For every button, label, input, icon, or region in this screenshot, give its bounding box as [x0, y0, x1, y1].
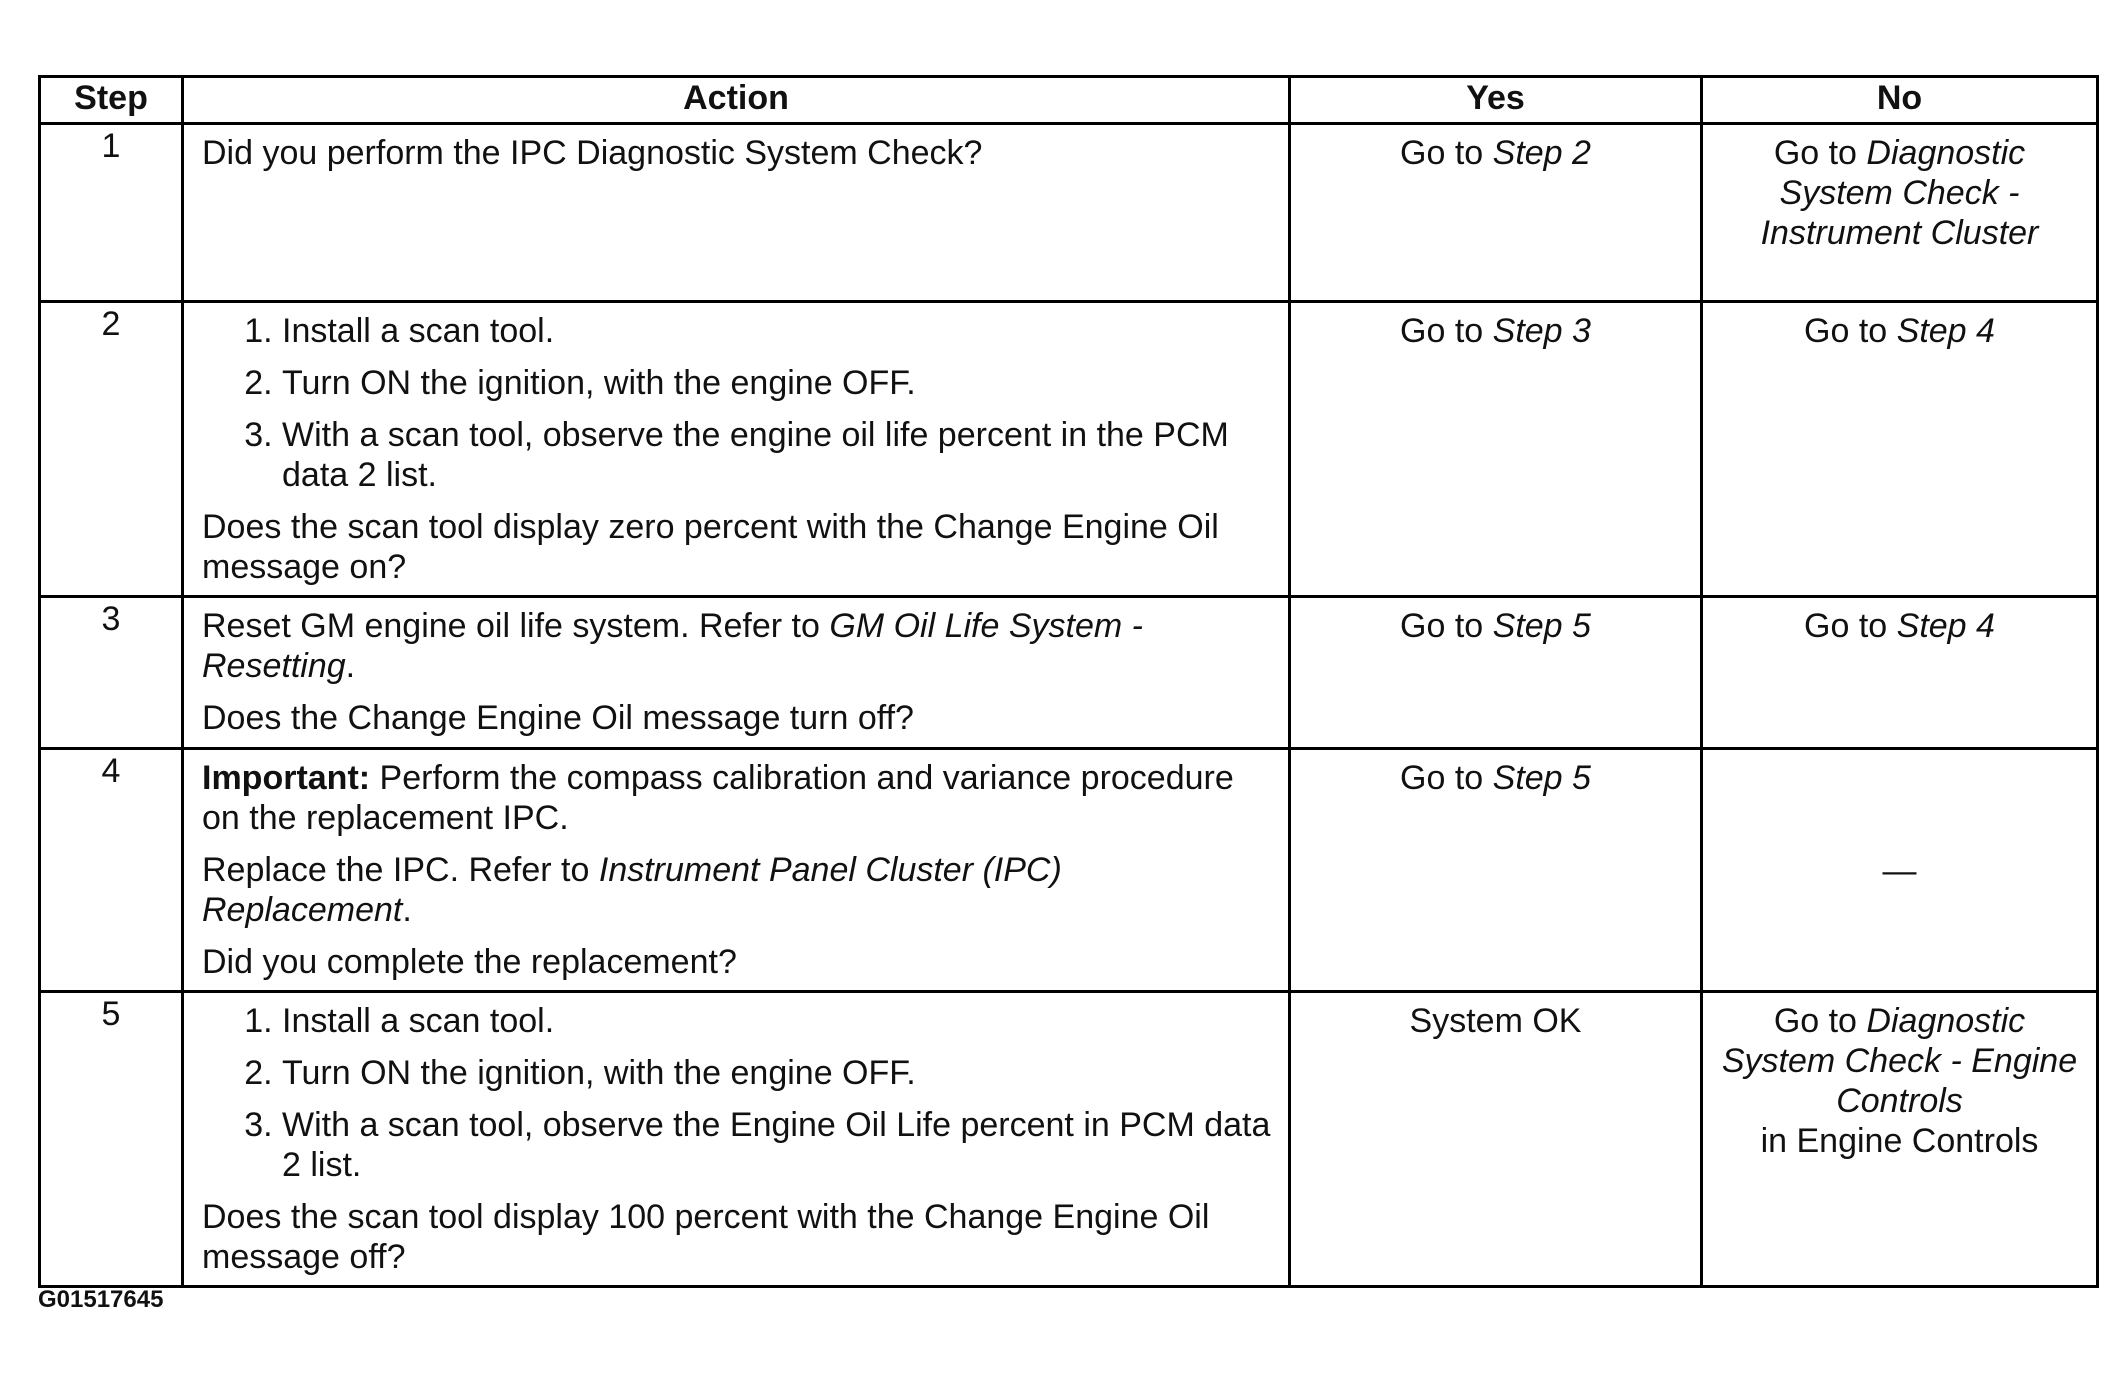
- no-cell: [1702, 992, 2098, 1287]
- yes-cell: [1290, 749, 1702, 992]
- yes-link[interactable]: Step 2: [1492, 134, 1591, 172]
- table-row: [40, 749, 2098, 992]
- no-cell: [1702, 302, 2098, 597]
- yes-cell: [1290, 992, 1702, 1287]
- list-item: 1. Install a scan tool.: [282, 1001, 1274, 1041]
- instruction-text: Reset GM engine oil life system. Refer to: [202, 607, 830, 645]
- yes-text: System OK: [1409, 1002, 1582, 1040]
- yes-prefix: Go to: [1400, 134, 1493, 172]
- procedure-list: [202, 311, 1274, 495]
- header-step: Step: [40, 77, 183, 124]
- step-number: 3: [40, 597, 183, 749]
- no-prefix: Go to: [1773, 134, 1867, 172]
- no-prefix: Go to: [1804, 312, 1897, 350]
- instruction-end: .: [402, 891, 412, 929]
- no-suffix: in Engine Controls: [1760, 1122, 2039, 1160]
- reference-link[interactable]: Instrument Panel Cluster (IPC) Replacement: [202, 851, 1062, 929]
- step-number: 1: [40, 124, 183, 302]
- yes-cell: [1290, 302, 1702, 597]
- important-note: [202, 758, 1274, 838]
- action-question: Does the scan tool display zero percent with the Change Engine Oil message on?: [202, 508, 1219, 586]
- action-cell: [183, 992, 1290, 1287]
- important-label: Important:: [202, 759, 371, 797]
- table-row: [40, 992, 2098, 1287]
- no-prefix: Go to: [1804, 607, 1897, 645]
- list-item: 2. Turn ON the ignition, with the engine OFF.: [282, 1053, 1274, 1093]
- list-item: 2. Turn ON the ignition, with the engine OFF.: [282, 363, 1274, 403]
- instruction-text: Replace the IPC. Refer to: [202, 851, 599, 889]
- header-row: [40, 77, 2098, 124]
- diagnostic-table: [38, 75, 2099, 1288]
- action-cell: [183, 124, 1290, 302]
- yes-prefix: Go to: [1400, 312, 1493, 350]
- no-link[interactable]: Diagnostic System Check - Engine Controls: [1721, 1002, 2078, 1120]
- no-cell: [1702, 597, 2098, 749]
- instruction-end: .: [345, 647, 356, 685]
- reference-link[interactable]: GM Oil Life System - Resetting: [202, 607, 1143, 685]
- action-question: Did you perform the IPC Diagnostic System Check?: [202, 134, 983, 172]
- action-question: Does the scan tool display 100 percent with the Change Engine Oil message off?: [202, 1198, 1210, 1276]
- header-no: No: [1702, 77, 2098, 124]
- table-row: [40, 597, 2098, 749]
- step-number: 4: [40, 749, 183, 992]
- yes-link[interactable]: Step 5: [1492, 759, 1591, 797]
- yes-prefix: Go to: [1400, 607, 1493, 645]
- table-row: [40, 124, 2098, 302]
- action-cell: [183, 749, 1290, 992]
- action-instruction: [202, 606, 1274, 686]
- list-item: 1. Install a scan tool.: [282, 311, 1274, 351]
- action-question: Does the Change Engine Oil message turn off?: [202, 699, 914, 737]
- no-cell: [1702, 749, 2098, 992]
- step-number: 5: [40, 992, 183, 1287]
- no-prefix: Go to: [1773, 1002, 1867, 1040]
- no-link[interactable]: Diagnostic System Check - Instrument Cluster: [1760, 134, 2039, 252]
- table-row: [40, 302, 2098, 597]
- action-cell: [183, 302, 1290, 597]
- yes-cell: [1290, 124, 1702, 302]
- yes-link[interactable]: Step 3: [1492, 312, 1591, 350]
- important-text: Perform the compass calibration and variance procedure on the replacement IPC.: [202, 759, 1234, 837]
- no-link[interactable]: Step 4: [1896, 607, 1995, 645]
- step-number: 2: [40, 302, 183, 597]
- list-item: 3. With a scan tool, observe the engine oil life percent in the PCM data 2 list.: [282, 415, 1274, 495]
- header-action: Action: [183, 77, 1290, 124]
- action-instruction: [202, 850, 1274, 930]
- yes-prefix: Go to: [1400, 759, 1493, 797]
- figure-id: G01517645: [38, 1286, 164, 1313]
- yes-cell: [1290, 597, 1702, 749]
- not-applicable-dash: —: [1882, 852, 1917, 890]
- no-link[interactable]: Step 4: [1896, 312, 1995, 350]
- yes-link[interactable]: Step 5: [1492, 607, 1591, 645]
- header-yes: Yes: [1290, 77, 1702, 124]
- action-cell: [183, 597, 1290, 749]
- action-question: Did you complete the replacement?: [202, 943, 737, 981]
- list-item: 3. With a scan tool, observe the Engine Oil Life percent in PCM data 2 list.: [282, 1105, 1274, 1185]
- no-cell: [1702, 124, 2098, 302]
- procedure-list: [202, 1001, 1274, 1185]
